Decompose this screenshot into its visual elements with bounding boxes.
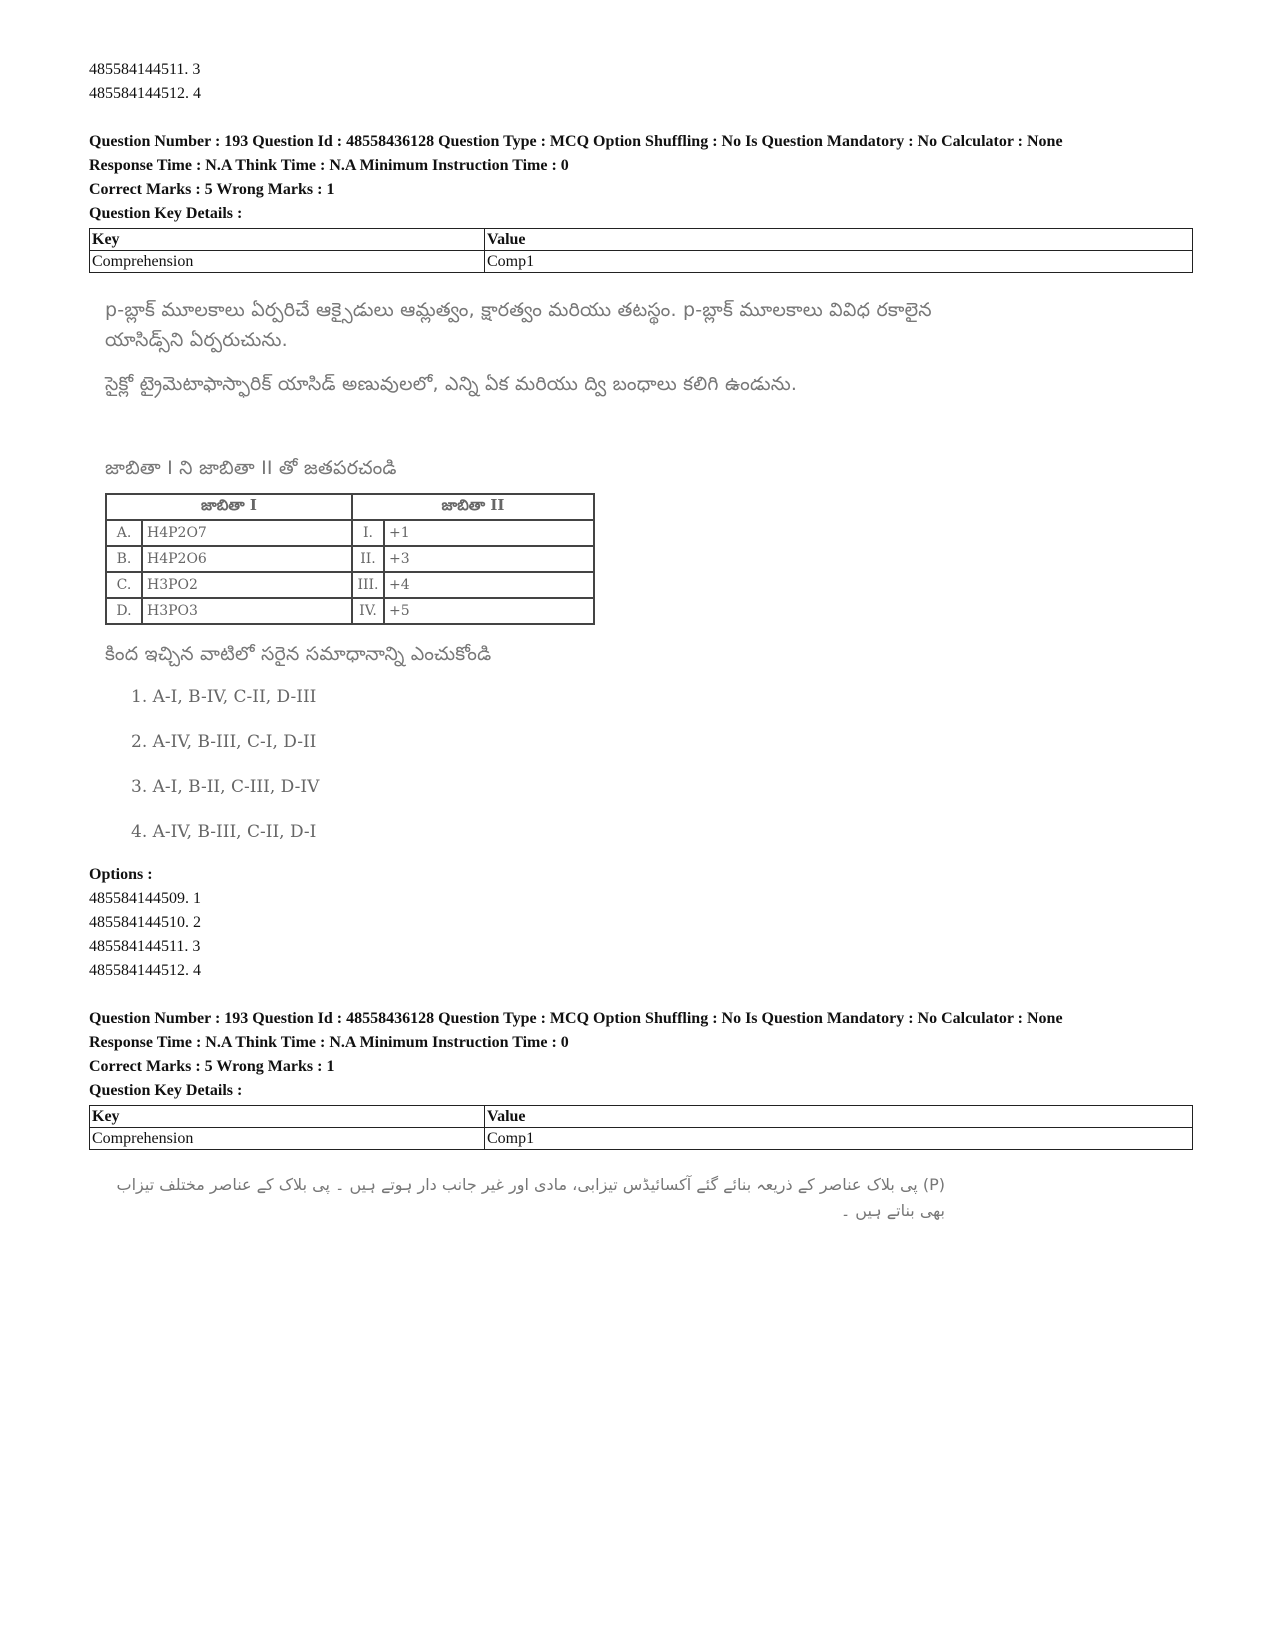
formula-cell: H4P2O6	[142, 546, 352, 572]
key-value-table	[89, 1105, 1193, 1150]
key-header: Key	[90, 1106, 485, 1128]
row-label: A.	[106, 520, 142, 546]
row-numeral: I.	[352, 520, 384, 546]
match-row	[106, 598, 594, 624]
row-label: B.	[106, 546, 142, 572]
choice-item: 4. A-IV, B-III, C-II, D-I	[131, 822, 317, 842]
question-header-block	[89, 1007, 1189, 1150]
match-instruction: జాబితా I ని జాబితా II తో జతపరచండి	[105, 457, 397, 479]
value-header: Value	[485, 229, 1193, 251]
choice-item: 3. A-I, B-II, C-III, D-IV	[131, 777, 320, 797]
row-label: C.	[106, 572, 142, 598]
marks-line: Correct Marks : 5 Wrong Marks : 1	[89, 1058, 335, 1075]
list1-header: జాబితా I	[106, 494, 352, 520]
value-header: Value	[485, 1106, 1193, 1128]
question-header-block	[89, 130, 1189, 273]
match-row	[106, 546, 594, 572]
question-header-line2: Response Time : N.A Think Time : N.A Minimum Instruction Time : 0	[89, 1034, 569, 1051]
row-numeral: II.	[352, 546, 384, 572]
oxidation-state: +1	[384, 520, 594, 546]
option-line: 485584144512. 4	[89, 85, 201, 102]
match-row	[106, 572, 594, 598]
value-cell: Comp1	[485, 1128, 1193, 1150]
choose-instruction: కింద ఇచ్చిన వాటిలో సరైన సమాధానాన్ని ఎంచుకోండి	[105, 643, 492, 665]
marks-line: Correct Marks : 5 Wrong Marks : 1	[89, 181, 335, 198]
question-image-telugu	[105, 295, 1189, 855]
question-header-line2: Response Time : N.A Think Time : N.A Minimum Instruction Time : 0	[89, 157, 569, 174]
key-header: Key	[90, 229, 485, 251]
question-header-line1: Question Number : 193 Question Id : 48558436128 Question Type : MCQ Option Shuffling : No Is Question Mandatory : No Calculator : None	[89, 133, 1063, 150]
option-line: 485584144512. 4	[89, 962, 201, 979]
row-numeral: IV.	[352, 598, 384, 624]
match-table	[105, 493, 595, 625]
match-row	[106, 520, 594, 546]
option-line: 485584144509. 1	[89, 890, 201, 907]
question-header-line1: Question Number : 193 Question Id : 48558436128 Question Type : MCQ Option Shuffling : No Is Question Mandatory : No Calculator : None	[89, 1010, 1063, 1027]
row-numeral: III.	[352, 572, 384, 598]
telugu-paragraph: p-బ్లాక్ మూలకాలు ఏర్పరిచే ఆక్సైడులు ఆమ్లత్వం, క్షారత్వం మరియు తటస్థం. p-బ్లాక్ మూలకాలు వివిధ రకాలైన యాసిడ్స్‌ని ఏర్పరుచును.	[105, 299, 932, 351]
options-label: Options :	[89, 866, 153, 883]
key-value-table	[89, 228, 1193, 273]
formula-cell: H3PO2	[142, 572, 352, 598]
key-details-label: Question Key Details :	[89, 1082, 243, 1099]
oxidation-state: +4	[384, 572, 594, 598]
value-cell: Comp1	[485, 251, 1193, 273]
choice-item: 2. A-IV, B-III, C-I, D-II	[131, 732, 317, 752]
row-label: D.	[106, 598, 142, 624]
telugu-question: సైక్లో ట్రైమెటాఫాస్ఫారిక్ యాసిడ్ అణువులలో, ఎన్ని ఏక మరియు ద్వి బంధాలు కలిగి ఉండును.	[105, 373, 798, 395]
oxidation-state: +3	[384, 546, 594, 572]
formula-cell: H3PO3	[142, 598, 352, 624]
question-image-urdu: (P) پی بلاک عناصر کے ذریعہ بنائے گئے آکسائیڈس تیزابی، مادی اور غیر جانب دار ہوتے ہیں ۔ پی بلاک کے عناصر مختلف تیزاب بھی بناتے ہیں ۔	[116, 1175, 945, 1220]
option-line: 485584144510. 2	[89, 914, 201, 931]
formula-cell: H4P2O7	[142, 520, 352, 546]
key-cell: Comprehension	[90, 251, 485, 273]
choice-item: 1. A-I, B-IV, C-II, D-III	[131, 687, 317, 707]
choice-list	[131, 675, 1189, 855]
key-cell: Comprehension	[90, 1128, 485, 1150]
list2-header: జాబితా II	[352, 494, 594, 520]
option-line: 485584144511. 3	[89, 61, 201, 78]
document-page	[89, 58, 1189, 1224]
option-line: 485584144511. 3	[89, 938, 201, 955]
key-details-label: Question Key Details :	[89, 205, 243, 222]
oxidation-state: +5	[384, 598, 594, 624]
